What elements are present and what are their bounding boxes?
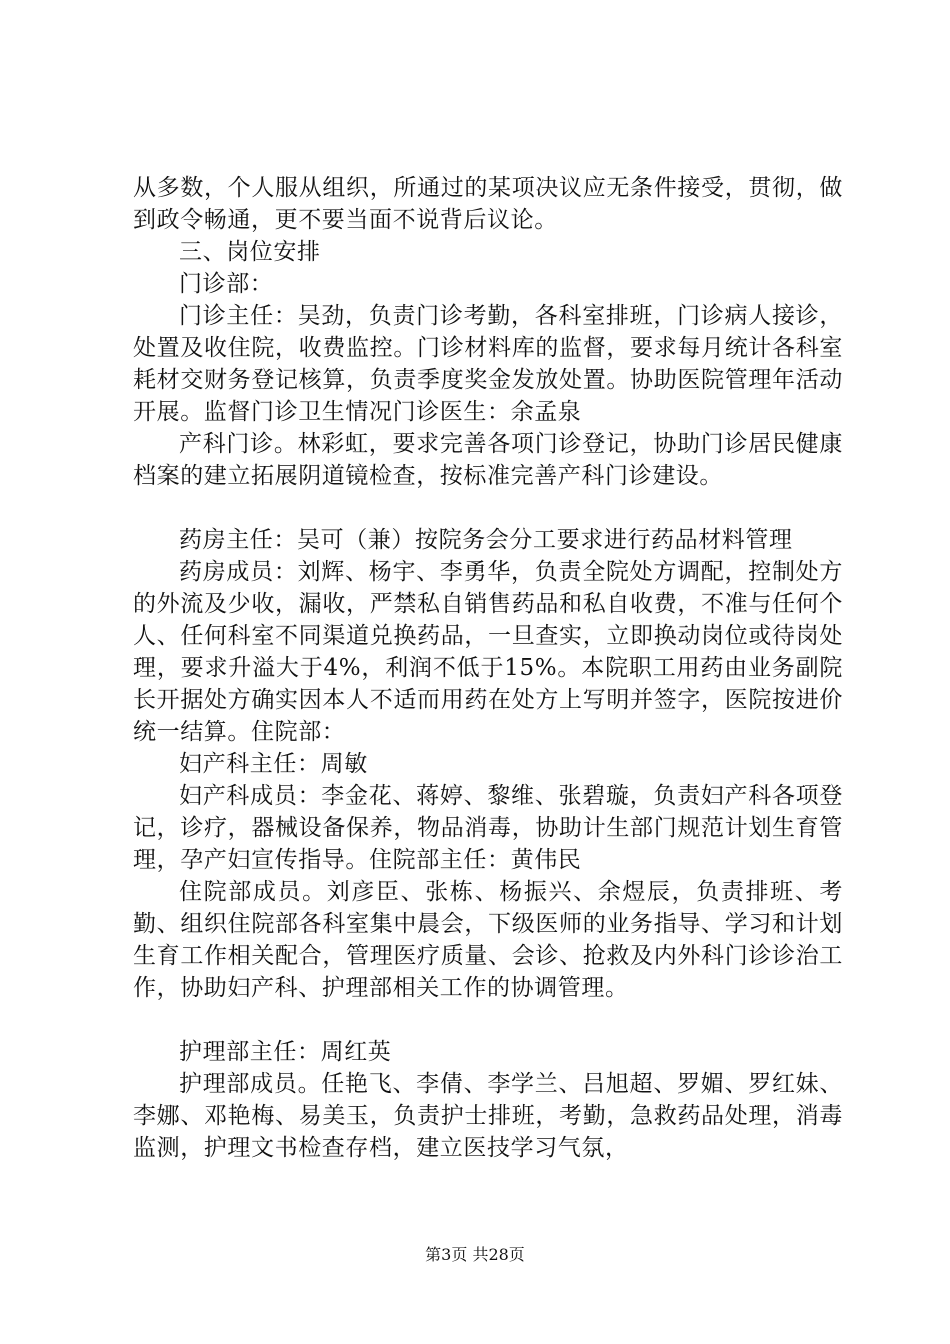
paragraph: 药房成员：刘辉、杨宇、李勇华，负责全院处方调配，控制处方的外流及少收，漏收，严禁私自销售药品和私自收费，不准与任何个人、任何科室不同渠道兑换药品，一旦查实，立即换动岗位或待岗处理，要求升溢大于4%，利润不低于15%。本院职工用药由业务副院长开据处方确实因本人不适而用药在处方上写明并签字，医院按进价统一结算。住院部： — [133, 559, 843, 745]
paragraph: 住院部成员。刘彦臣、张栋、杨振兴、余煜辰，负责排班、考勤、组织住院部各科室集中晨会，下级医师的业务指导、学习和计划生育工作相关配合，管理医疗质量、会诊、抢救及内外科门诊诊治工作，协助妇产科、护理部相关工作的协调管理。 — [133, 879, 843, 1001]
paragraph: 妇产科主任：周敏 — [179, 751, 368, 777]
paragraph: 护理部成员。任艳飞、李倩、李学兰、吕旭超、罗媚、罗红妹、李娜、邓艳梅、易美玉，负责护士排班，考勤，急救药品处理，消毒监测，护理文书检查存档，建立医技学习气氛， — [133, 1071, 843, 1161]
paragraph: 药房主任：吴可（兼）按院务会分工要求进行药品材料管理 — [179, 527, 793, 553]
paragraph: 产科门诊。林彩虹，要求完善各项门诊登记，协助门诊居民健康档案的建立拓展阴道镜检查，按标准完善产科门诊建设。 — [133, 431, 843, 489]
paragraph: 门诊主任：吴劲，负责门诊考勤，各科室排班，门诊病人接诊，处置及收住院，收费监控。门诊材料库的监督，要求每月统计各科室耗材交财务登记核算，负责季度奖金发放处置。协助医院管理年活动开展。监督门诊卫生情况门诊医生：余孟泉 — [133, 303, 843, 425]
paragraph-continuation: 从多数，个人服从组织，所通过的某项决议应无条件接受，贯彻，做到政令畅通，更不要当面不说背后议论。 — [133, 175, 843, 233]
paragraph: 护理部主任：周红英 — [179, 1039, 392, 1065]
subsection-heading: 门诊部： — [179, 271, 274, 297]
document-body — [133, 172, 843, 1164]
section-heading: 三、岗位安排 — [179, 239, 321, 265]
page-footer: 第3页 共28页 — [425, 1245, 525, 1264]
paragraph: 妇产科成员：李金花、蒋婷、黎维、张碧璇，负责妇产科各项登记，诊疗，器械设备保养，物品消毒，协助计生部门规范计划生育管理，孕产妇宣传指导。住院部主任：黄伟民 — [133, 783, 843, 873]
